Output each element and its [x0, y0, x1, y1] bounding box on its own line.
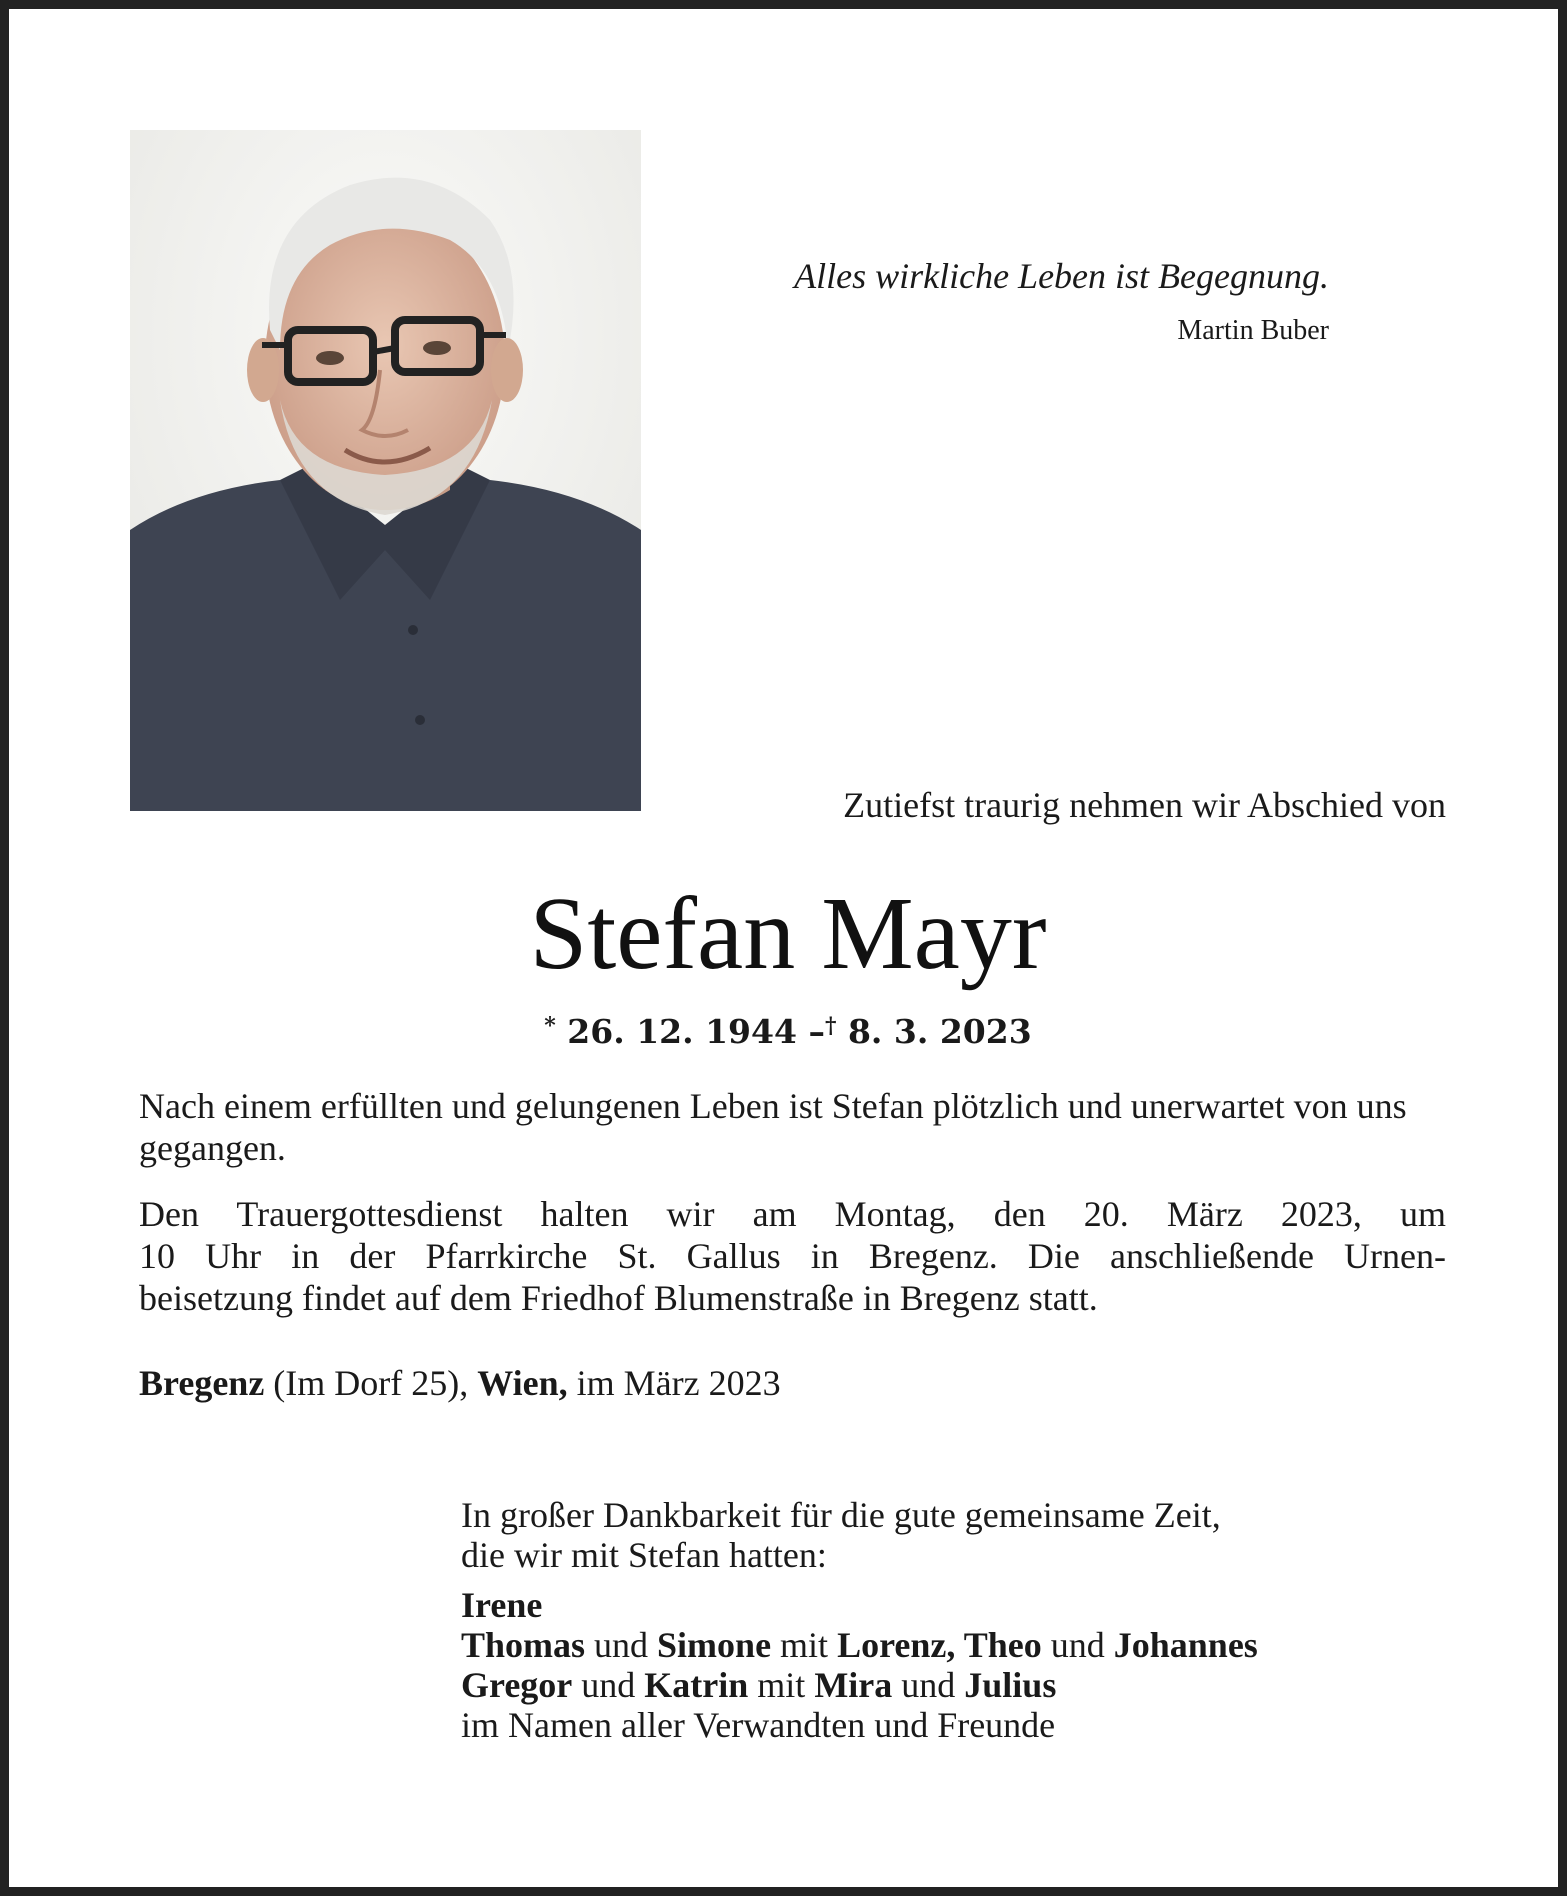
gratitude-text — [461, 1495, 1446, 1575]
mourners-row — [461, 1585, 1461, 1625]
mourner-name: Katrin — [644, 1665, 749, 1705]
gratitude-line: die wir mit Stefan hatten: — [461, 1535, 827, 1575]
mourner-name: Irene — [461, 1585, 543, 1625]
place-address: (Im Dorf 25), — [273, 1363, 469, 1403]
mourner-name: Lorenz, Theo — [837, 1625, 1042, 1665]
mourners-row — [461, 1625, 1461, 1665]
funeral-details-line: Den Trauergottesdienst halten wir am Montag, den 20. März 2023, um — [139, 1194, 1446, 1234]
mourner-name: Mira — [814, 1665, 893, 1705]
connector-word: und — [581, 1665, 636, 1705]
announcement-paragraph: Nach einem erfüllten und gelungenen Leben ist Stefan plötzlich und unerwartet von uns gegangen. — [139, 1086, 1407, 1168]
farewell-intro: Zutiefst traurig nehmen wir Abschied von — [843, 785, 1446, 825]
connector-word: mit — [757, 1665, 806, 1705]
mourner-name: Julius — [964, 1665, 1057, 1705]
place-date: im März 2023 — [576, 1363, 781, 1403]
mourners-closing: im Namen aller Verwandten und Freunde — [461, 1705, 1056, 1745]
funeral-details-line: 10 Uhr in der Pfarrkirche St. Gallus in Bregenz. Die anschließende Urnen- — [139, 1236, 1446, 1276]
deceased-name: Stefan Mayr — [529, 876, 1047, 991]
connector-word: und — [901, 1665, 956, 1705]
mourner-name: Thomas — [461, 1625, 586, 1665]
funeral-details-line: beisetzung findet auf dem Friedhof Blumenstraße in Bregenz statt. — [139, 1278, 1098, 1318]
date-separator: – — [808, 1012, 825, 1051]
birth-date: 26. 12. 1944 — [567, 1012, 797, 1051]
birth-symbol: * — [544, 1013, 556, 1039]
quote-author: Martin Buber — [1177, 315, 1329, 346]
place-city-wien: Wien, — [477, 1363, 568, 1403]
death-symbol: † — [824, 1013, 837, 1039]
portrait-photo — [130, 130, 641, 811]
mourner-name: Johannes — [1113, 1625, 1258, 1665]
quote-text: Alles wirkliche Leben ist Begegnung. — [794, 256, 1329, 296]
death-date: 8. 3. 2023 — [847, 1012, 1032, 1051]
mourners-list — [461, 1585, 1461, 1745]
connector-word: und — [1050, 1625, 1105, 1665]
gratitude-line: In großer Dankbarkeit für die gute gemeinsame Zeit, — [461, 1495, 1221, 1535]
life-dates — [130, 1004, 1446, 1054]
connector-word: mit — [780, 1625, 829, 1665]
mourners-row — [461, 1665, 1461, 1705]
mourner-name: Simone — [657, 1625, 772, 1665]
mourner-name: Gregor — [461, 1665, 573, 1705]
connector-word: und — [594, 1625, 649, 1665]
place-and-date — [139, 1361, 1446, 1405]
funeral-details-paragraph — [139, 1193, 1446, 1319]
place-city-bregenz: Bregenz — [139, 1363, 265, 1403]
